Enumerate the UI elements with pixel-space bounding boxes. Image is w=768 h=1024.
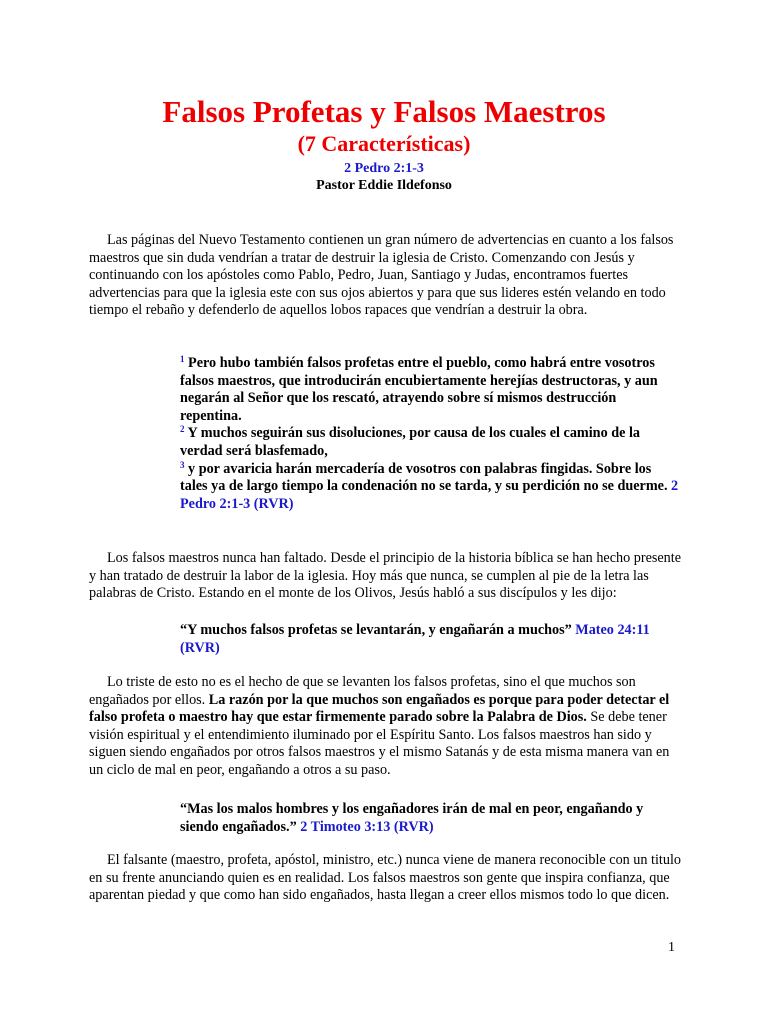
quote-reference: 2 Pedro 2:1-3 (RVR)	[180, 478, 679, 512]
verse-text: y por avaricia harán mercadería de vosotros con palabras fingidas. Sobre los tales ya de largo tiempo la condenación no se tarda, y su perdición no se duerme.	[180, 460, 668, 495]
verse-number: 1	[180, 354, 185, 364]
quote-reference: 2 Timoteo 3:13 (RVR)	[296, 818, 434, 835]
quote-reference: Mateo 24:11 (RVR)	[180, 622, 650, 656]
author-name: Pastor Eddie Ildefonso	[316, 178, 452, 193]
verse-number: 3	[180, 459, 185, 470]
document-subtitle: (7 Características)	[297, 131, 471, 156]
verse-text: Pero hubo también falsos profetas entre el pueblo, como habrá entre vosotros falsos maestros, que introducirán encubiertamente herejías destructoras, y aun negarán al Señor que los rescató, atrayendo sobre sí mismos destrucción repentina.	[180, 355, 658, 424]
emphasis-text: La razón por la que muchos son engañados es porque para poder detectar el falso profeta o maestro hay que estar firmemente parado sobre la Palabra de Dios.	[89, 691, 670, 726]
document-title: Falsos Profetas y Falsos Maestros	[162, 94, 606, 129]
intro-paragraph: Las páginas del Nuevo Testamento contienen un gran número de advertencias en cuanto a los falsos maestros que sin duda vendrían a tratar de destruir la iglesia de Cristo. Comenzando con Jesús y continuando con los apóstoles como Pablo, Pedro, Juan, Santiago y Judas, encontramos fuertes advertencias para que la iglesia este con sus ojos abiertos y para que sus lideres estén velando en todo tiempo el rebaño y defenderlo de aquellos lobos rapaces que vendrían a destruir la obra.	[89, 232, 674, 319]
verse-text: Y muchos seguirán sus disoluciones, por causa de los cuales el camino de la verdad será blasfemado,	[180, 425, 640, 459]
body-paragraph-3	[89, 674, 687, 780]
page-number: 1	[668, 940, 675, 955]
body-paragraph-2: Los falsos maestros nunca han faltado. Desde el principio de la historia bíblica se han hecho presente y han tratado de destruir la labor de la iglesia. Hoy más que nunca, se cumplen al pie de la letra las palabras de Cristo. Estando en el monte de los Olivos, Jesús habló a sus discípulos y les dijo:	[89, 550, 682, 602]
quote-mateo	[180, 622, 680, 657]
quote-text: “Mas los malos hombres y los engañadores irán de mal en peor, engañando y siendo engañados.”	[180, 801, 644, 835]
quote-timoteo	[180, 801, 680, 836]
paragraph-text: Lo triste de esto no es el hecho de que se levanten los falsos profetas, sino el que muchos son engañados por ellos.	[89, 674, 636, 708]
paragraph-text: Se debe tener visión espiritual y el entendimiento iluminado por el Espíritu Santo. Los falsos maestros han sido y siguen siendo engañados por otros falsos maestros y el mismo Satanás y de esta misma manera van en un ciclo de mal en peor, engañando a otros a su paso.	[89, 709, 670, 778]
quote-2-pedro	[180, 355, 680, 513]
body-paragraph-4: El falsante (maestro, profeta, apóstol, ministro, etc.) nunca viene de manera reconocible con un titulo en su frente anunciando quien es en realidad. Los falsos maestros son gente que inspira confianza, que aparentan piedad y que como han sido engañados, hasta llegan a creer ellos mismos todo lo que dicen.	[89, 852, 681, 904]
verse-number: 2	[180, 424, 185, 435]
quote-text: “Y muchos falsos profetas se levantarán, y engañarán a muchos”	[180, 622, 572, 638]
scripture-reference: 2 Pedro 2:1-3	[344, 161, 424, 176]
